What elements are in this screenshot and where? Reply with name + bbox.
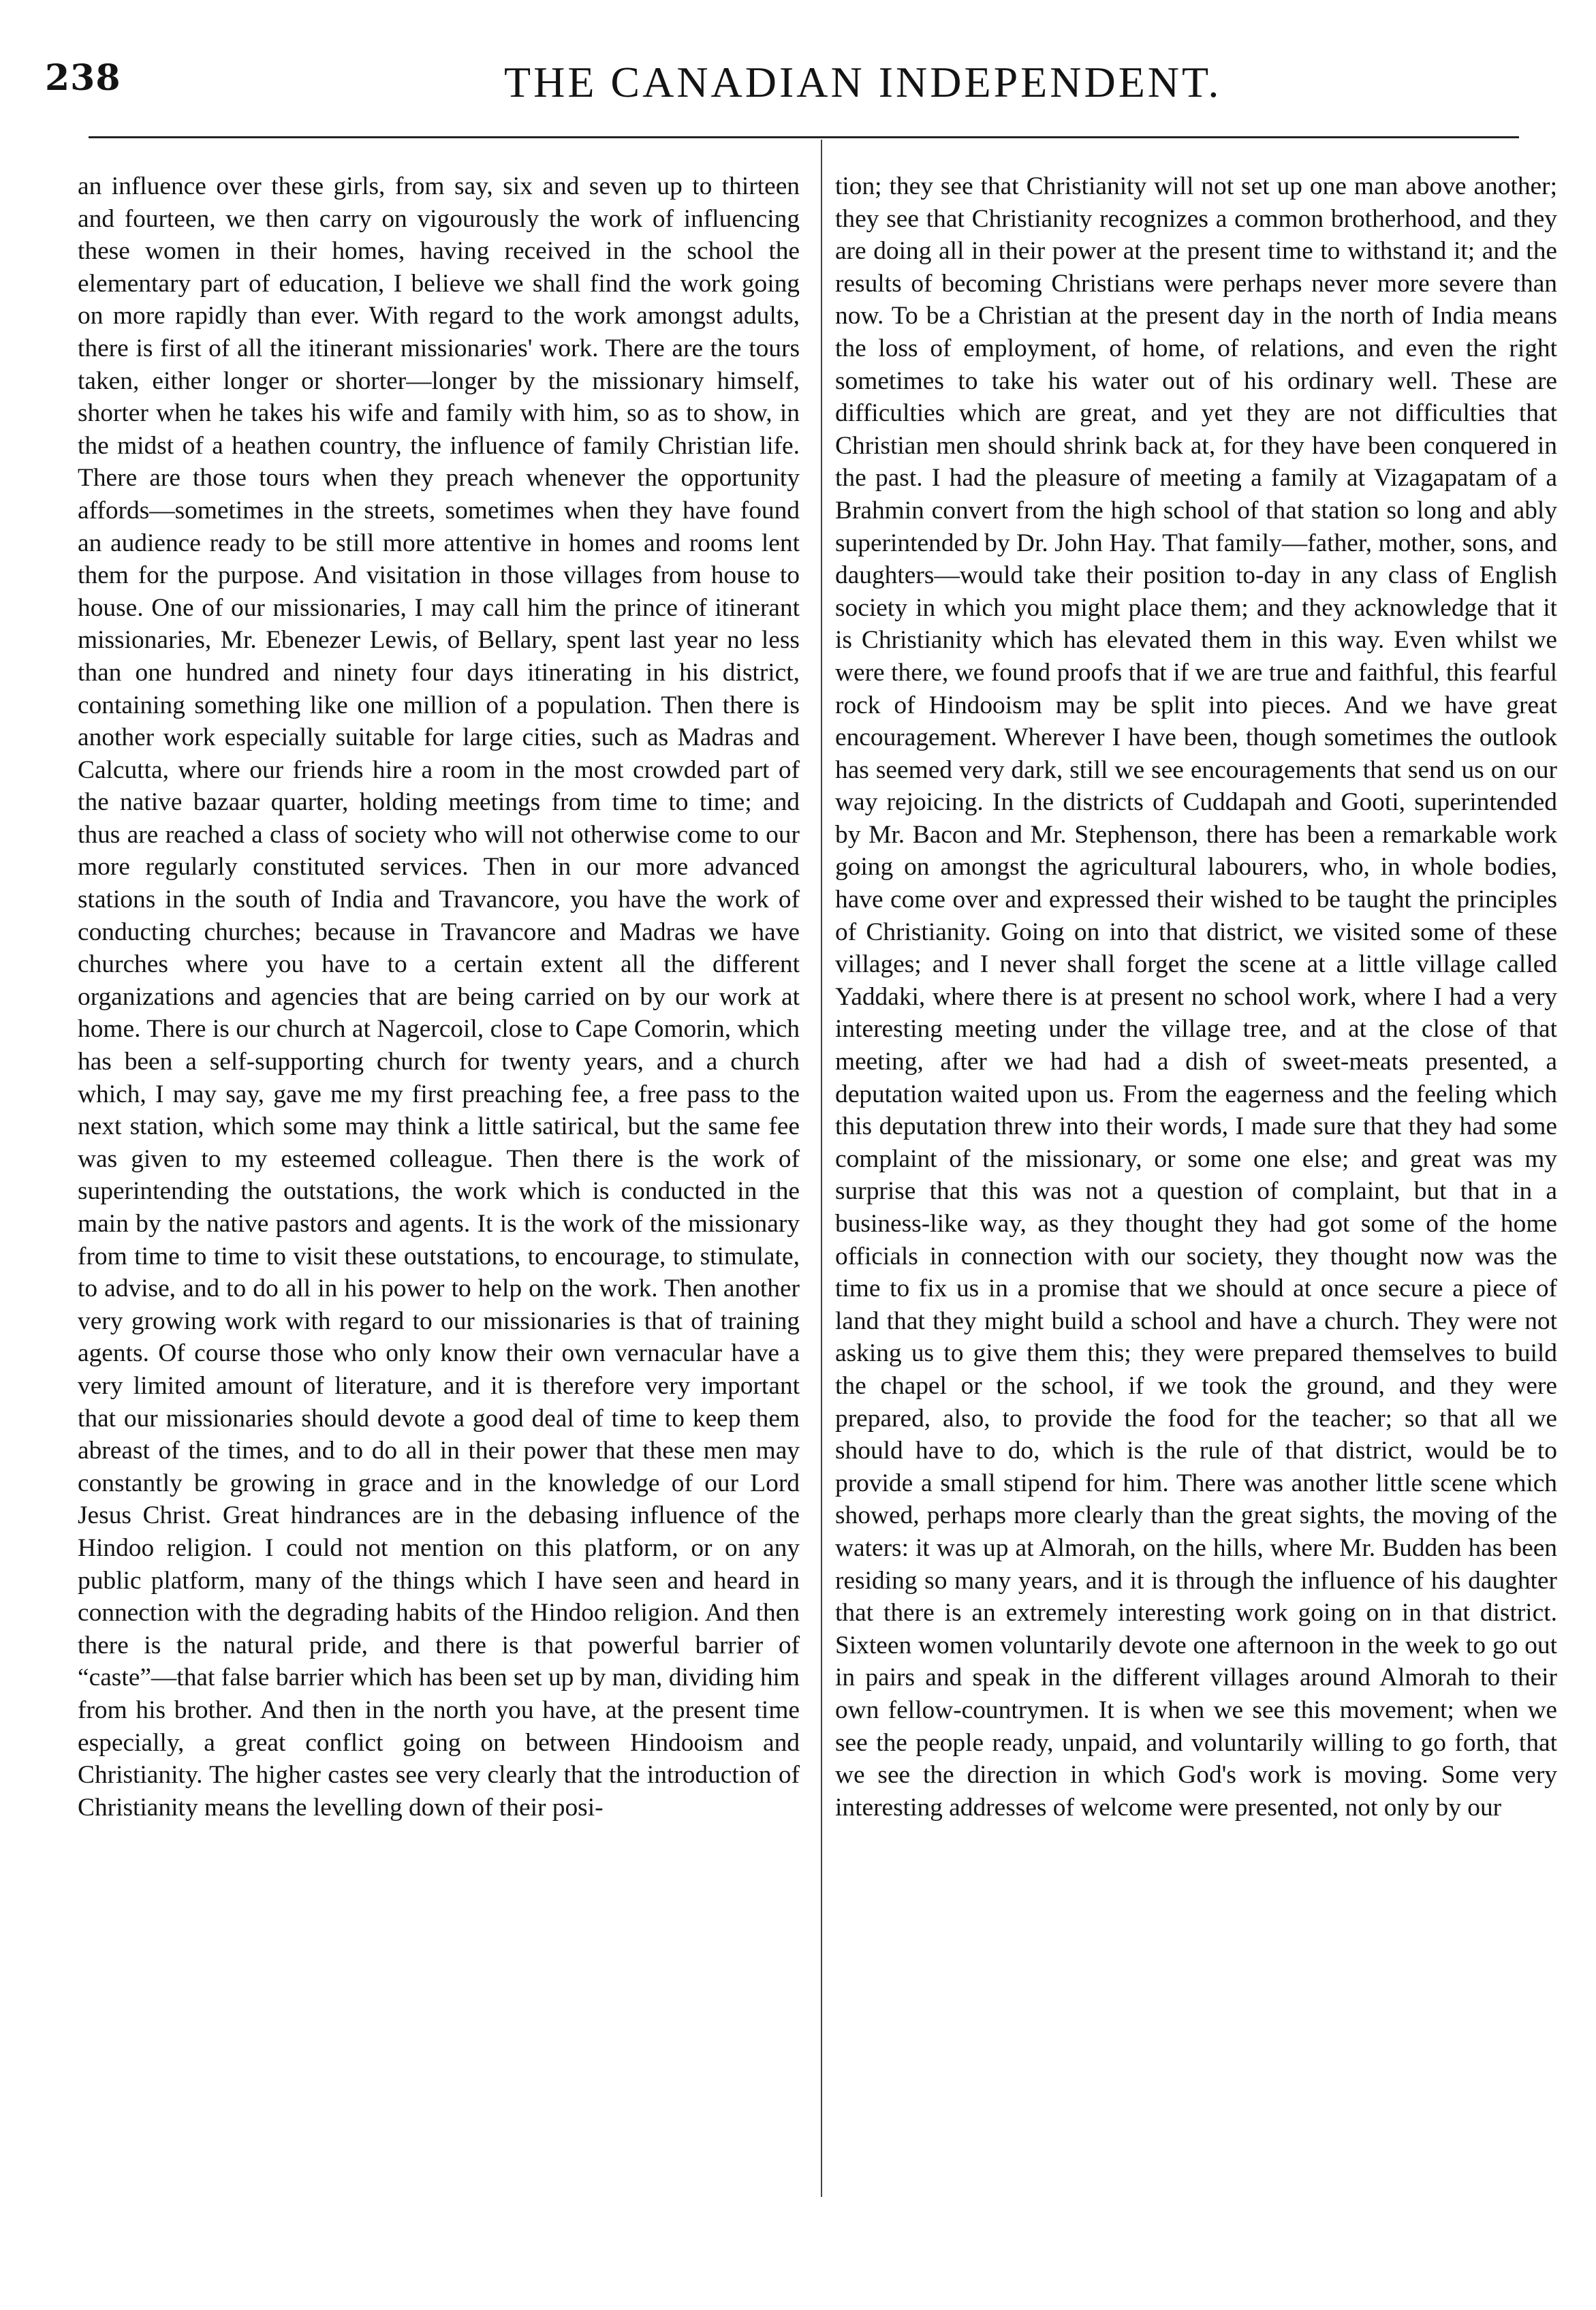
column-divider — [821, 140, 822, 2197]
page-number: 238 — [45, 57, 121, 99]
right-column-text: tion; they see that Christianity will not set up one man above another; they see that Christianity recognizes a common brotherhood, and they are doing all in their power at the present time to withstand it; and the results of becoming Christians were perhaps never more severe than now. To be a Christian at the present day in the north of India means the loss of employment, of home, of relations, and even the right sometimes to take his water out of his ordinary well. These are difficulties which are great, and yet they are not difficulties that Christian men should shrink back at, for they have been conquered in the past. I had the pleasure of meeting a family at Vizagapatam of a Brahmin convert from the high school of that station so long and ably superintended by Dr. John Hay. That family—father, mother, sons, and daughters—would take their position to-day in any class of English society in which you might place them; and they acknowledge that it is Christianity which has elevated them in this way. Even whilst we were there, we found proofs that if we are true and faithful, this fearful rock of Hindooism may be split into pieces. And we have great encouragement. Wherever I have been, though sometimes the outlook has seemed very dark, still we see encouragements that send us on our way rejoicing. In the districts of Cuddapah and Gooti, superintended by Mr. Bacon and Mr. Stephenson, there has been a remarkable work going on amongst the agricultural labourers, who, in whole bodies, have come over and expressed their wished to be taught the principles of Christianity. Going on into that district, we visited some of these villages; and I never shall forget the scene at a little village called Yaddaki, where there is at present no school work, where I had a very interesting meeting under the village tree, and at the close of that meeting, after we had had a dish of sweet-meats presented, a deputation waited upon us. From the eagerness and the feeling which this deputation threw into their words, I made sure that they had some complaint of the missionary, or some one else; and great was my surprise that this was not a question of complaint, but that in a business-like way, as they thought they had got some of the home officials in connection with our society, they thought now was the time to fix us in a promise that we should at once secure a piece of land that they might build a school and have a church. They were not asking us to give them this; they were prepared themselves to build the chapel or the school, if we took the ground, and they were prepared, also, to provide the food for the teacher; so that all we should have to do, which is the rule of that district, would be to provide a small stipend for him. There was another little scene which showed, perhaps more clearly than the great sights, the moving of the waters: it was up at Almorah, on the hills, where Mr. Budden has been residing so many years, and it is through the influence of his daughter that there is an extremely interesting work going on in that district. Sixteen women voluntarily devote one afternoon in the week to go out in pairs and speak in the different villages around Almorah to their own fellow-countrymen. It is when we see this movement; when we see the people ready, unpaid, and voluntarily willing to go forth, that we see the direction in which God's work is moving. Some very interesting addresses of welcome were presented, not only by our — [835, 172, 1557, 1822]
header-rule — [89, 136, 1519, 138]
left-column-text: an influence over these girls, from say, six and seven up to thirteen and fourteen, we then carry on vigourously the work of influencing these women in their homes, having received in the school the elementary part of education, I believe we shall find the work going on more rapidly than ever. With regard to the work amongst adults, there is first of all the itinerant missionaries' work. There are the tours taken, either longer or shorter—longer by the missionary himself, shorter when he takes his wife and family with him, so as to show, in the midst of a heathen country, the influence of family Christian life. There are those tours when they preach whenever the opportunity affords—sometimes in the streets, sometimes when they have found an audience ready to be still more attentive in homes and rooms lent them for the purpose. And visitation in those villages from house to house. One of our missionaries, I may call him the prince of itinerant missionaries, Mr. Ebenezer Lewis, of Bellary, spent last year no less than one hundred and ninety four days itinerating in his district, containing something like one million of a population. Then there is another work especially suitable for large cities, such as Madras and Calcutta, where our friends hire a room in the most crowded part of the native bazaar quarter, holding meetings from time to time; and thus are reached a class of society who will not otherwise come to our more regularly constituted services. Then in our more advanced stations in the south of India and Travancore, you have the work of conducting churches; because in Travancore and Madras we have churches where you have to a certain extent all the different organizations and agencies that are being carried on by our work at home. There is our church at Nagercoil, close to Cape Comorin, which has been a self-supporting church for twenty years, and a church which, I may say, gave me my first preaching fee, a free pass to the next station, which some may think a little satirical, but the same fee was given to my esteemed colleague. Then there is the work of superintending the outstations, the work which is conducted in the main by the native pastors and agents. It is the work of the missionary from time to time to visit these outstations, to encourage, to stimulate, to advise, and to do all in his power to help on the work. Then another very growing work with regard to our missionaries is that of training agents. Of course those who only know their own vernacular have a very limited amount of literature, and it is therefore very important that our missionaries should devote a good deal of time to keep them abreast of the times, and to do all in their power that these men may constantly be growing in grace and in the knowledge of our Lord Jesus Christ. Great hindrances are in the debasing influence of the Hindoo religion. I could not mention on this platform, or on any public platform, many of the things which I have seen and heard in connection with the degrading habits of the Hindoo religion. And then there is the natural pride, and there is that powerful barrier of “caste”—that false barrier which has been set up by man, dividing him from his brother. And then in the north you have, at the present time especially, a great conflict going on between Hindooism and Christianity. The higher castes see very clearly that the introduction of Christianity means the levelling down of their posi- — [78, 172, 800, 1822]
running-title: THE CANADIAN INDEPENDENT. — [504, 58, 1222, 106]
